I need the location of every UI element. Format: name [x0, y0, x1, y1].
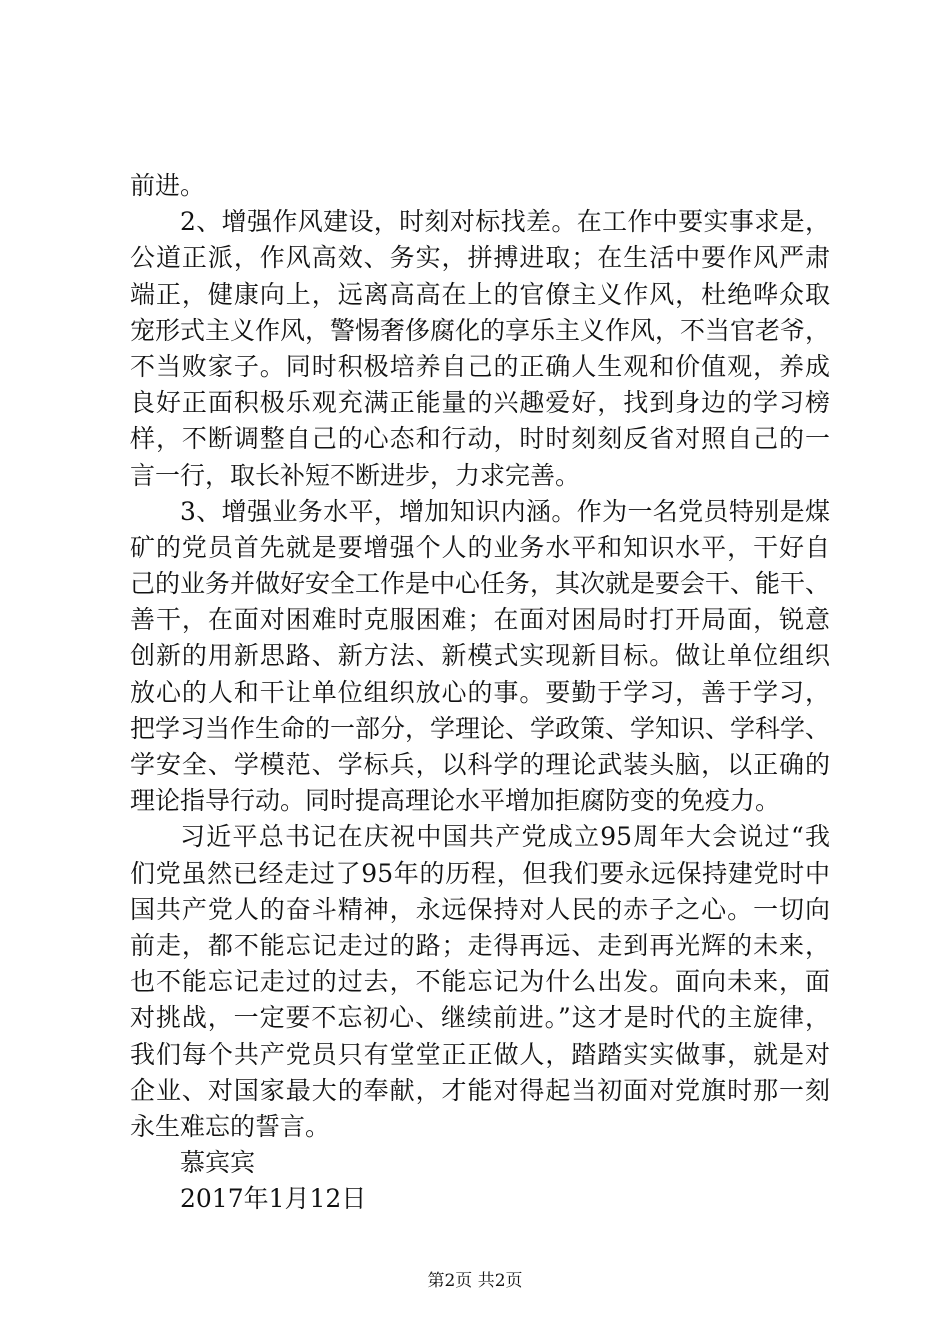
text-line: 永生难忘的誓言。	[130, 1111, 331, 1141]
text-line: 宠形式主义作风，警惕奢侈腐化的享乐主义作风，不当官老爷，	[130, 315, 831, 345]
author-signature: 慕宾宾	[180, 1148, 256, 1178]
text-line: 不当败家子。同时积极培养自己的正确人生观和价值观，养成	[130, 351, 830, 381]
text-line: 放心的人和干让单位组织放心的事。要勤于学习，善于学习，	[130, 677, 830, 707]
text-line: 学安全、学模范、学标兵，以科学的理论武装头脑，以正确的	[130, 750, 830, 779]
text-line: 矿的党员首先就是要增强个人的业务水平和知识水平，干好自	[130, 532, 830, 562]
text-line: 对挑战，一定要不忘初心、继续前进。”这才是时代的主旋律，	[130, 1003, 830, 1033]
text-line: 样，不断调整自己的心态和行动，时时刻刻反省对照自己的一	[130, 424, 830, 454]
text-line: 善干，在面对困难时克服困难；在面对困局时打开局面，锐意	[130, 605, 830, 635]
text-line: 国共产党人的奋斗精神，永远保持对人民的赤子之心。一切向	[130, 894, 830, 924]
text-line: 习近平总书记在庆祝中国共产党成立95周年大会说过“我	[180, 822, 830, 852]
text-line: 前进。	[130, 171, 206, 200]
text-line: 把学习当作生命的一部分，学理论、学政策、学知识、学科学、	[130, 713, 831, 743]
document-date: 2017年1月12日	[180, 1184, 367, 1214]
text-line: 创新的用新思路、新方法、新模式实现新目标。做让单位组织	[130, 641, 830, 671]
text-line: 良好正面积极乐观充满正能量的兴趣爱好，找到身边的学习榜	[130, 388, 830, 418]
page-number-footer: 第2页 共2页	[427, 1271, 523, 1291]
text-line: 们党虽然已经走过了95年的历程，但我们要永远保持建党时中	[130, 858, 830, 888]
text-line: 3、增强业务水平，增加知识内涵。作为一名党员特别是煤	[180, 496, 830, 526]
text-line: 理论指导行动。同时提高理论水平增加拒腐防变的免疫力。	[130, 786, 781, 816]
text-line: 端正，健康向上，远离高高在上的官僚主义作风，杜绝哗众取	[130, 279, 830, 309]
document-body	[130, 168, 830, 1217]
body-text	[130, 168, 830, 1145]
text-line: 前走，都不能忘记走过的路；走得再远、走到再光辉的未来，	[130, 930, 830, 960]
text-line: 言一行，取长补短不断进步，力求完善。	[130, 460, 581, 490]
text-line: 2、增强作风建设，时刻对标找差。在工作中要实事求是，	[180, 207, 830, 237]
text-line: 公道正派，作风高效、务实，拼搏进取；在生活中要作风严肃	[130, 243, 830, 273]
text-line: 我们每个共产党员只有堂堂正正做人，踏踏实实做事，就是对	[130, 1039, 830, 1069]
text-line: 也不能忘记走过的过去，不能忘记为什么出发。面向未来，面	[130, 967, 830, 997]
text-line: 己的业务并做好安全工作是中心任务，其次就是要会干、能干、	[130, 569, 831, 599]
text-line: 企业、对国家最大的奉献，才能对得起当初面对党旗时那一刻	[130, 1075, 830, 1105]
